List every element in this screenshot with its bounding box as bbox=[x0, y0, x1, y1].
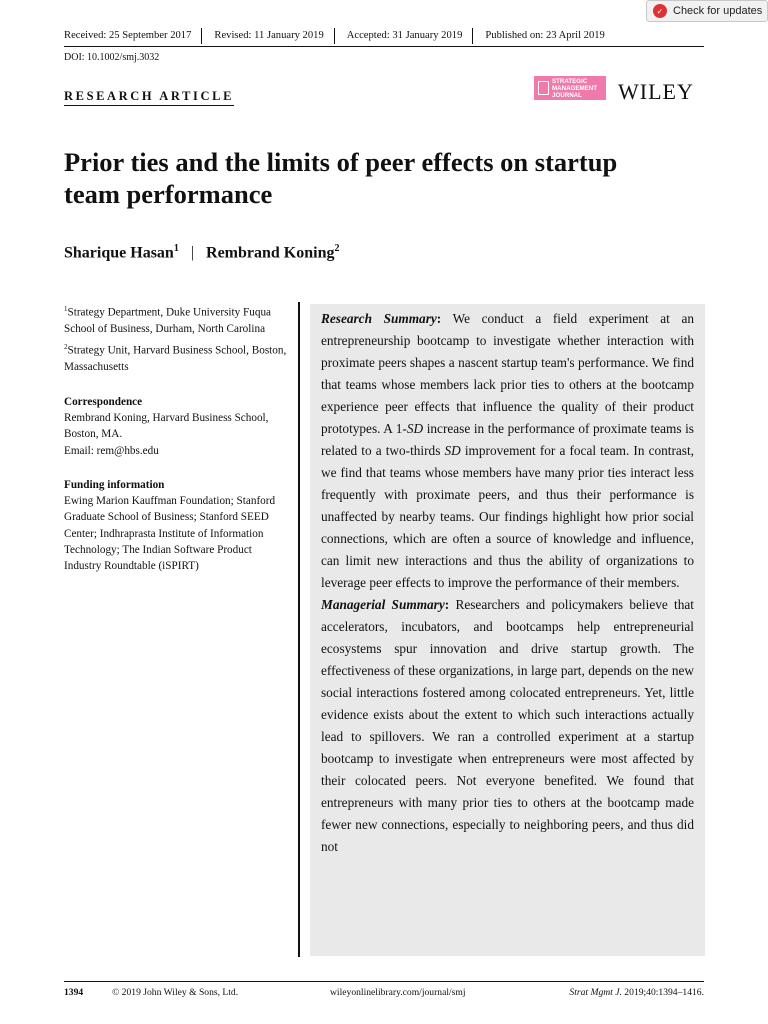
label-colon: : bbox=[444, 597, 450, 612]
publisher-logo: WILEY bbox=[618, 79, 694, 104]
revised-date: Revised: 11 January 2019 bbox=[214, 28, 334, 44]
journal-url[interactable]: wileyonlinelibrary.com/journal/smj bbox=[330, 987, 466, 998]
affiliation-text: Strategy Department, Duke University Fuqua School of Business, Durham, North Carolina bbox=[64, 306, 272, 336]
affiliation-text: Strategy Unit, Harvard Business School, Boston, Massachusetts bbox=[64, 345, 287, 374]
author-separator: | bbox=[190, 244, 195, 262]
research-summary-text: increase in the performance of proximate teams is related to a two-thirds bbox=[321, 421, 694, 458]
affiliation bbox=[64, 301, 288, 337]
research-summary-text: We conduct a field experiment at an entrepreneurship bootcamp to investigate whether interaction with proximate peers shapes a nascent startup team's performance. We find that teams whose members lack prior ties to others at the bootcamp experience peer effects that influence the quality of their product prototypes. A 1- bbox=[321, 311, 695, 436]
funding-heading: Funding information bbox=[64, 478, 165, 491]
funding-text: Ewing Marion Kauffman Foundation; Stanford Graduate School of Business; Stanford SEED Center; Indhraprasta Institute of Information Technology; The Indian Software Product Industry Roundtable (iSPIRT) bbox=[64, 495, 276, 573]
affiliation-mark: 2 bbox=[64, 343, 68, 352]
check-updates-label: Check for updates bbox=[673, 5, 763, 17]
author-affil-mark: 2 bbox=[334, 243, 340, 254]
footer-divider bbox=[64, 981, 704, 982]
section-label: RESEARCH ARTICLE bbox=[64, 89, 234, 106]
author-name[interactable]: Rembrand Koning bbox=[206, 244, 335, 262]
research-summary-text: improvement for a focal team. In contrast, we find that teams whose members have many prior ties interact less frequently with proximate peers, and thus their performance is unaffected by nearby teams. Our findings highlight how prior social connections, which are often a source of knowledge and influence, can limit new interactions and thus the ability of organizations to leverage peer effects to improve the performance of their members. bbox=[321, 443, 694, 590]
check-updates-icon: ✓ bbox=[653, 4, 667, 18]
journal-abbrev: Strat Mgmt J. bbox=[569, 987, 622, 998]
page-number: 1394 bbox=[64, 987, 84, 998]
doi[interactable]: DOI: 10.1002/smj.3032 bbox=[64, 52, 160, 63]
correspondence-email[interactable]: Email: rem@hbs.edu bbox=[64, 444, 159, 457]
sd-term: SD bbox=[444, 443, 461, 458]
citation bbox=[569, 987, 704, 998]
affiliation-mark: 1 bbox=[64, 305, 68, 313]
published-date: Published on: 23 April 2019 bbox=[485, 30, 605, 41]
journal-logo: STRATEGIC MANAGEMENT JOURNAL bbox=[534, 76, 606, 100]
citation-details: 2019;40:1394–1416. bbox=[621, 987, 704, 998]
author-affil-mark: 1 bbox=[173, 243, 179, 254]
research-summary-label: Research Summary bbox=[321, 311, 437, 326]
author-list bbox=[64, 243, 339, 262]
accepted-date: Accepted: 31 January 2019 bbox=[347, 28, 474, 44]
column-divider bbox=[298, 302, 300, 957]
managerial-summary-text: Researchers and policymakers believe that accelerators, incubators, and bootcamps help entrepreneurial ecosystems spur innovation and drive startup growth. The effectiveness of these organizations, in large part, depends on the new social interactions fostered among colocated entrepreneurs. Yet, little evidence exists about the extent to which such interactions actually lead to spillovers. We ran a controlled experiment at a startup bootcamp to investigate when entrepreneurs were most affected by their colocated peers. Not everyone benefited. We found that entrepreneurs with many prior ties to others at the bootcamp made fewer new connections, especially to neighboring peers, and thus did not bbox=[321, 597, 694, 854]
summary-box bbox=[310, 304, 705, 956]
header-divider bbox=[64, 46, 704, 47]
sd-term: SD bbox=[406, 421, 424, 436]
received-date: Received: 25 September 2017 bbox=[64, 28, 202, 44]
copyright: © 2019 John Wiley & Sons, Ltd. bbox=[112, 987, 239, 998]
managerial-summary-label: Managerial Summary bbox=[321, 597, 445, 612]
correspondence-address: Rembrand Koning, Harvard Business School, Boston, MA. bbox=[64, 411, 269, 441]
label-colon: : bbox=[436, 311, 442, 326]
affiliation bbox=[64, 339, 288, 375]
correspondence-heading: Correspondence bbox=[64, 395, 143, 408]
article-dates bbox=[64, 28, 704, 44]
author-name[interactable]: Sharique Hasan bbox=[64, 244, 174, 262]
managerial-summary bbox=[321, 594, 694, 858]
article-sidebar bbox=[64, 301, 288, 575]
article-title: Prior ties and the limits of peer effects on startup team performance bbox=[64, 147, 618, 209]
check-for-updates-button[interactable] bbox=[646, 0, 768, 22]
research-summary bbox=[321, 308, 694, 594]
